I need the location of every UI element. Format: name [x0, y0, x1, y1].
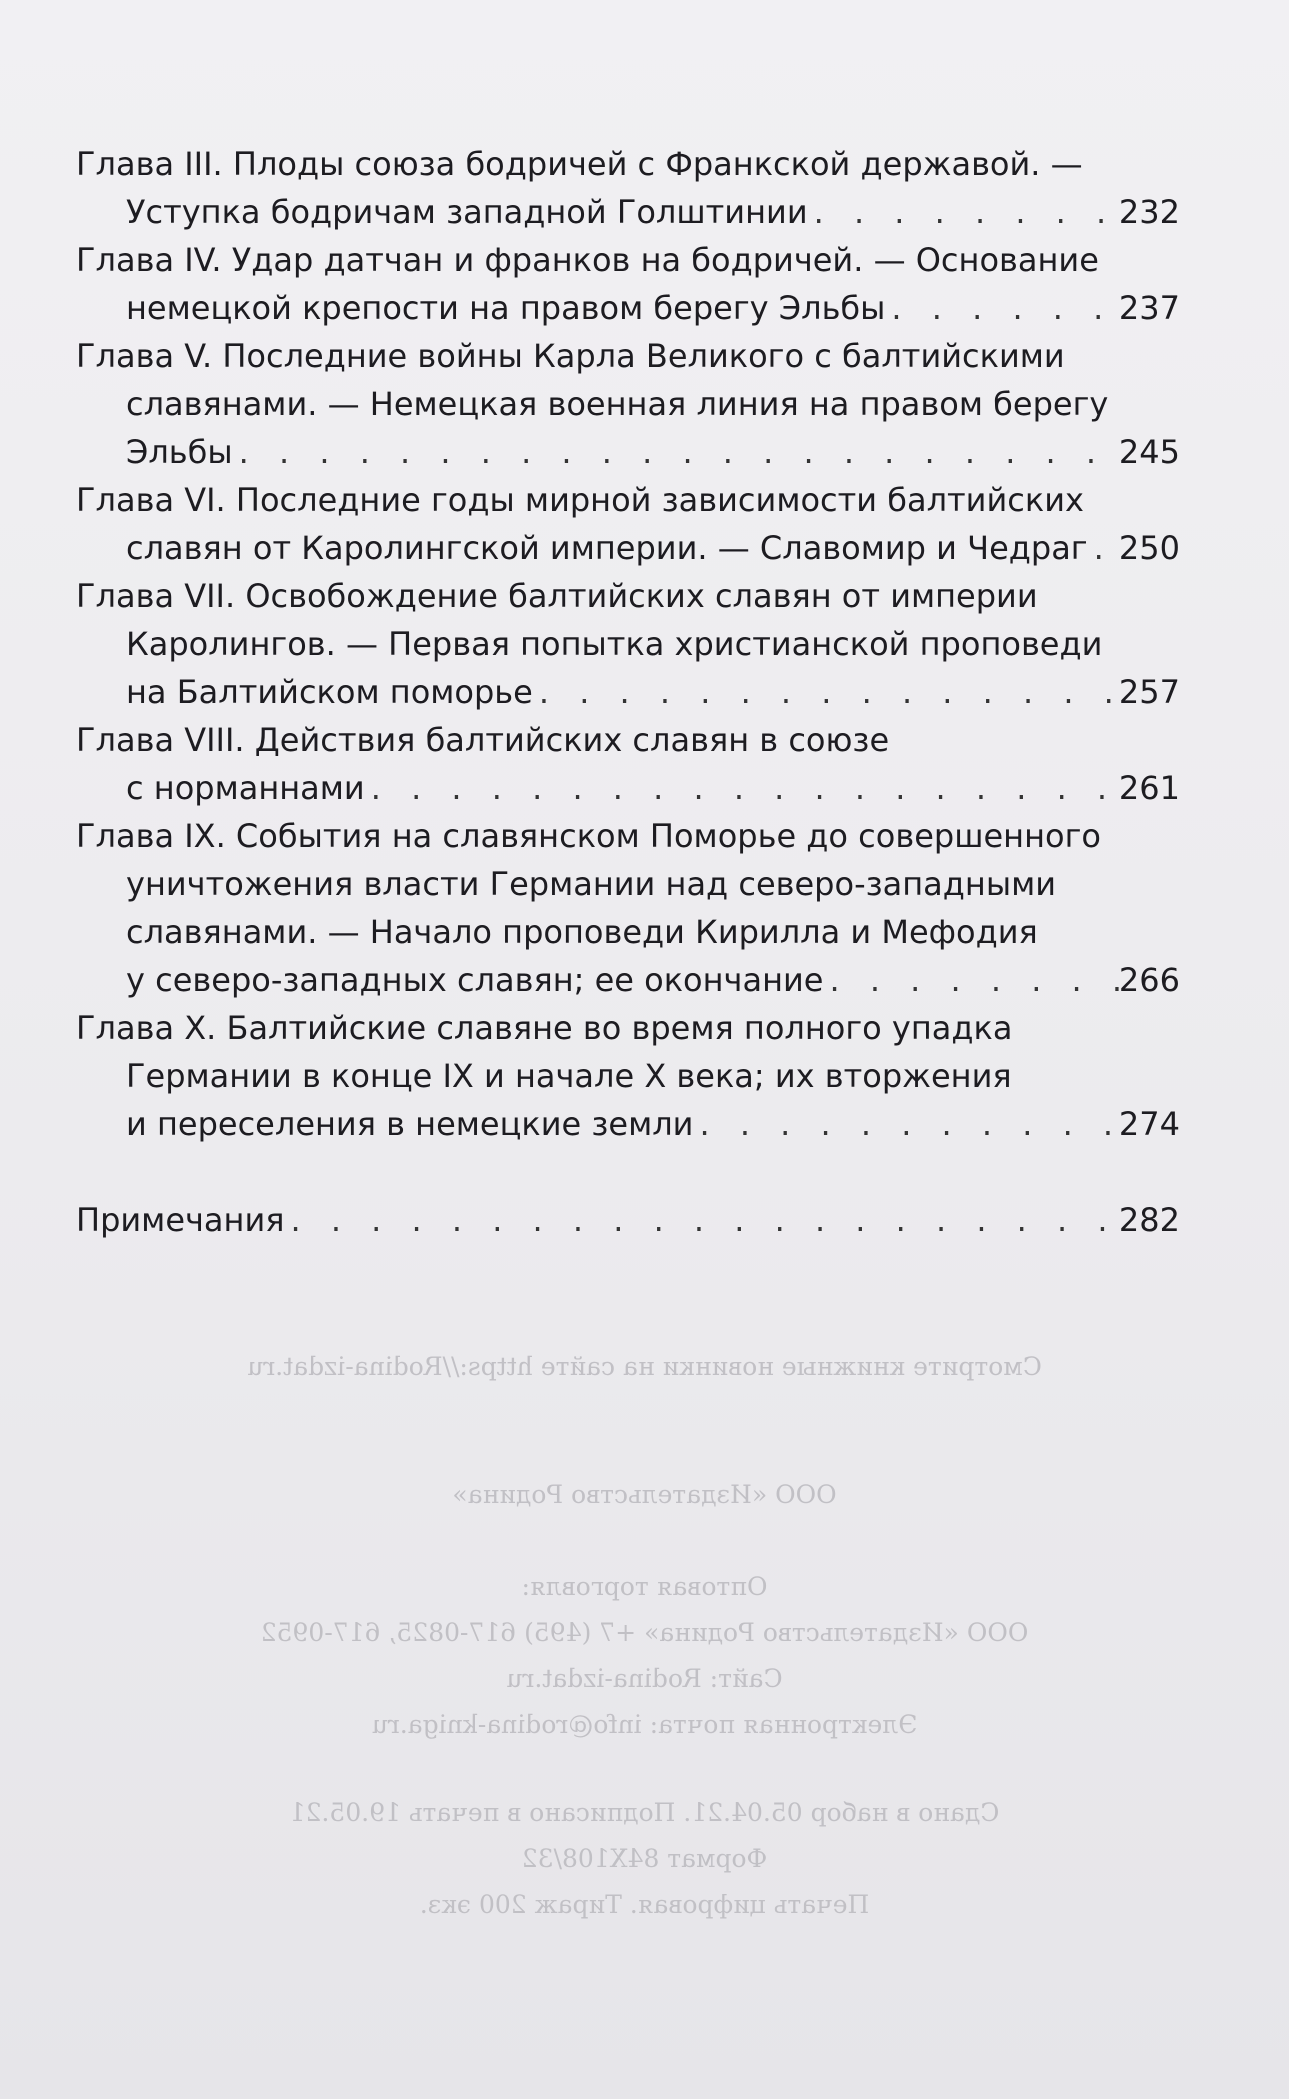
dot-leader: [365, 764, 1119, 812]
toc-notes-entry: [76, 1196, 1180, 1244]
toc-line-text: Глава V. Последние войны Карла Великого с балтийскими: [76, 337, 1065, 375]
toc-line-text: Германии в конце IX и начале X века; их вторжения: [126, 1057, 1012, 1095]
toc-line: [76, 908, 1180, 956]
toc-entry: [76, 476, 1180, 572]
imprint-publisher: ООО «Издательство Родина»: [452, 1480, 837, 1509]
toc-line-text: и переселения в немецкие земли: [126, 1105, 694, 1143]
toc-line-text: Эльбы: [126, 433, 233, 471]
toc-line: [76, 428, 1180, 476]
toc-entry: [76, 236, 1180, 332]
toc-line: [76, 140, 1180, 188]
toc-page-number: 274: [1118, 1105, 1180, 1143]
toc-page-number: 237: [1118, 289, 1180, 327]
toc-line: [76, 764, 1180, 812]
toc-line-text: Глава IX. События на славянском Поморье до совершенного: [76, 817, 1101, 855]
toc-line: [76, 716, 1180, 764]
toc-line-text: немецкой крепости на правом берегу Эльбы: [126, 289, 886, 327]
toc-line-text: на Балтийском поморье: [126, 673, 533, 711]
imprint-wholesale-title: Оптовая торговля:: [521, 1572, 768, 1601]
toc-page-number: 261: [1118, 769, 1180, 807]
toc-line-text: у северо-западных славян; ее окончание: [126, 961, 824, 999]
dot-leader: [823, 956, 1118, 1004]
toc-line: [76, 860, 1180, 908]
toc-line-text: Глава VIII. Действия балтийских славян в союзе: [76, 721, 890, 759]
toc-line-text: славянами. — Немецкая военная линия на правом берегу: [126, 385, 1109, 423]
table-of-contents: [76, 140, 1180, 1244]
toc-line-text: Глава III. Плоды союза бодричей с Франкской державой. —: [76, 145, 1083, 183]
dot-leader: [233, 428, 1119, 476]
toc-entry: [76, 1004, 1180, 1148]
imprint-print-run: Печать цифровая. Тираж 200 экз.: [419, 1890, 870, 1919]
toc-page-number: 257: [1118, 673, 1180, 711]
toc-page-number: 282: [1118, 1201, 1180, 1239]
imprint-website: Смотрите книжные новинки на сайте https://Rodina-izdat.ru: [247, 1352, 1042, 1381]
toc-line-text: уничтожения власти Германии над северо-западными: [126, 865, 1057, 903]
toc-line-text: славянами. — Начало проповеди Кирилла и Мефодия: [126, 913, 1038, 951]
toc-line: [76, 1052, 1180, 1100]
toc-page-number: 245: [1118, 433, 1180, 471]
toc-line: [76, 1004, 1180, 1052]
toc-page-number: 232: [1118, 193, 1180, 231]
toc-line: [76, 956, 1180, 1004]
toc-line-text: Глава IV. Удар датчан и франков на бодричей. — Основание: [76, 241, 1099, 279]
imprint-wholesale-line: ООО «Издательство Родина» +7 (495) 617-0825, 617-0952: [260, 1618, 1029, 1647]
toc-entry: [76, 716, 1180, 812]
toc-line-text: Глава X. Балтийские славяне во время полного упадка: [76, 1009, 1013, 1047]
toc-line-text: Уступка бодричам западной Голштинии: [126, 193, 808, 231]
toc-line: [76, 572, 1180, 620]
toc-entry: [76, 332, 1180, 476]
toc-spacer: [76, 1148, 1180, 1196]
toc-line: [76, 284, 1180, 332]
toc-line-text: Глава VII. Освобождение балтийских славян от империи: [76, 577, 1038, 615]
toc-page-number: 250: [1118, 529, 1180, 567]
toc-line: [76, 476, 1180, 524]
toc-entry: [76, 572, 1180, 716]
toc-line-text: славян от Каролингской империи. — Славомир и Чедраг: [126, 529, 1088, 567]
toc-line: [76, 188, 1180, 236]
dot-leader: [693, 1100, 1118, 1148]
toc-entry: [76, 812, 1180, 1004]
toc-line: [76, 524, 1180, 572]
toc-line: [76, 380, 1180, 428]
toc-line-text: Каролингов. — Первая попытка христианской проповеди: [126, 625, 1103, 663]
dot-leader: [533, 668, 1119, 716]
dot-leader: [808, 188, 1119, 236]
imprint-site: Сайт: Rodina-izdat.ru: [506, 1664, 783, 1693]
toc-line-text: с норманнами: [126, 769, 365, 807]
imprint-email: Электронная почта: info@rodina-kniga.ru: [371, 1710, 918, 1739]
toc-line: [76, 812, 1180, 860]
toc-notes-label: Примечания: [76, 1201, 285, 1239]
toc-line: [76, 620, 1180, 668]
dot-leader: [885, 284, 1119, 332]
toc-line: [76, 236, 1180, 284]
toc-line: [76, 332, 1180, 380]
imprint-format: Формат 84Х108/32: [521, 1844, 768, 1873]
toc-page-number: 266: [1118, 961, 1180, 999]
imprint-print-dates: Сдано в набор 05.04.21. Подписано в печать 19.05.21: [289, 1798, 1000, 1827]
dot-leader: [1088, 524, 1119, 572]
toc-line: [76, 1100, 1180, 1148]
toc-entry: [76, 140, 1180, 236]
toc-line-text: Глава VI. Последние годы мирной зависимости балтийских: [76, 481, 1084, 519]
dot-leader: [284, 1196, 1118, 1244]
toc-line: [76, 668, 1180, 716]
